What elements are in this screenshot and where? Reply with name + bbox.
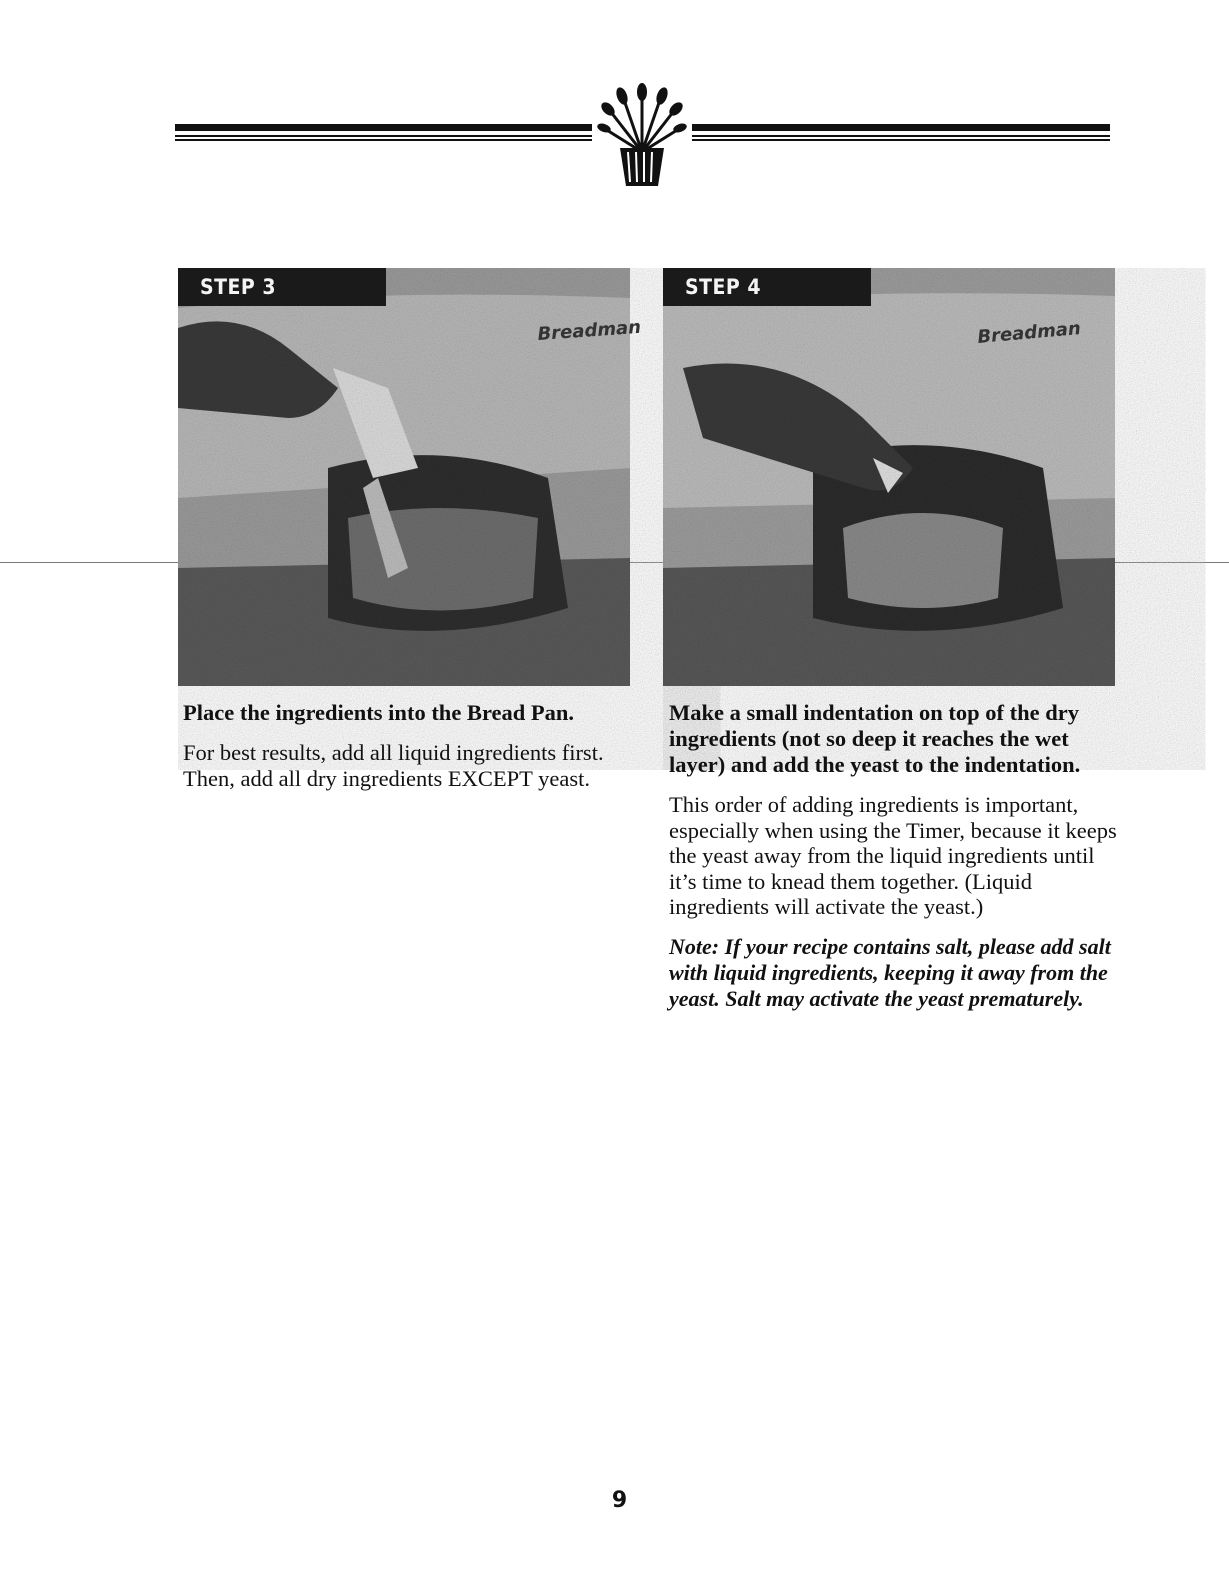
- salt-note: Note: If your recipe contains salt, please add salt with liquid ingredients, keeping it away from the yeast. Salt may activate the yeast prematurely.: [669, 933, 1111, 1011]
- wheat-basket-icon: [592, 82, 692, 192]
- page-number: 9: [611, 1488, 628, 1513]
- step-4-photo: [663, 268, 1115, 686]
- step-3-instructions: For best results, add all liquid ingredients first. Then, add all dry ingredients EXCEPT yeast.: [183, 740, 604, 791]
- step-4-text: [669, 700, 1119, 1012]
- brand-logo-text: Breadman: [536, 316, 642, 345]
- step-4-label: STEP 4: [663, 268, 871, 306]
- brand-logo-text: Breadman: [976, 318, 1082, 348]
- step-3-text: [183, 700, 628, 805]
- step-3-label: STEP 3: [178, 268, 386, 306]
- step-3-photo: [178, 268, 642, 686]
- step-4-instructions: This order of adding ingredients is important, especially when using the Timer, because it keeps the yeast away from the liquid ingredients until it’s time to knead them together. (Liquid ingredients will activate the yeast.): [669, 792, 1117, 919]
- step-4-heading: Make a small indentation on top of the dry ingredients (not so deep it reaches the wet layer) and add the yeast to the indentation.: [669, 700, 1081, 777]
- step-3-heading: Place the ingredients into the Bread Pan.: [183, 700, 575, 725]
